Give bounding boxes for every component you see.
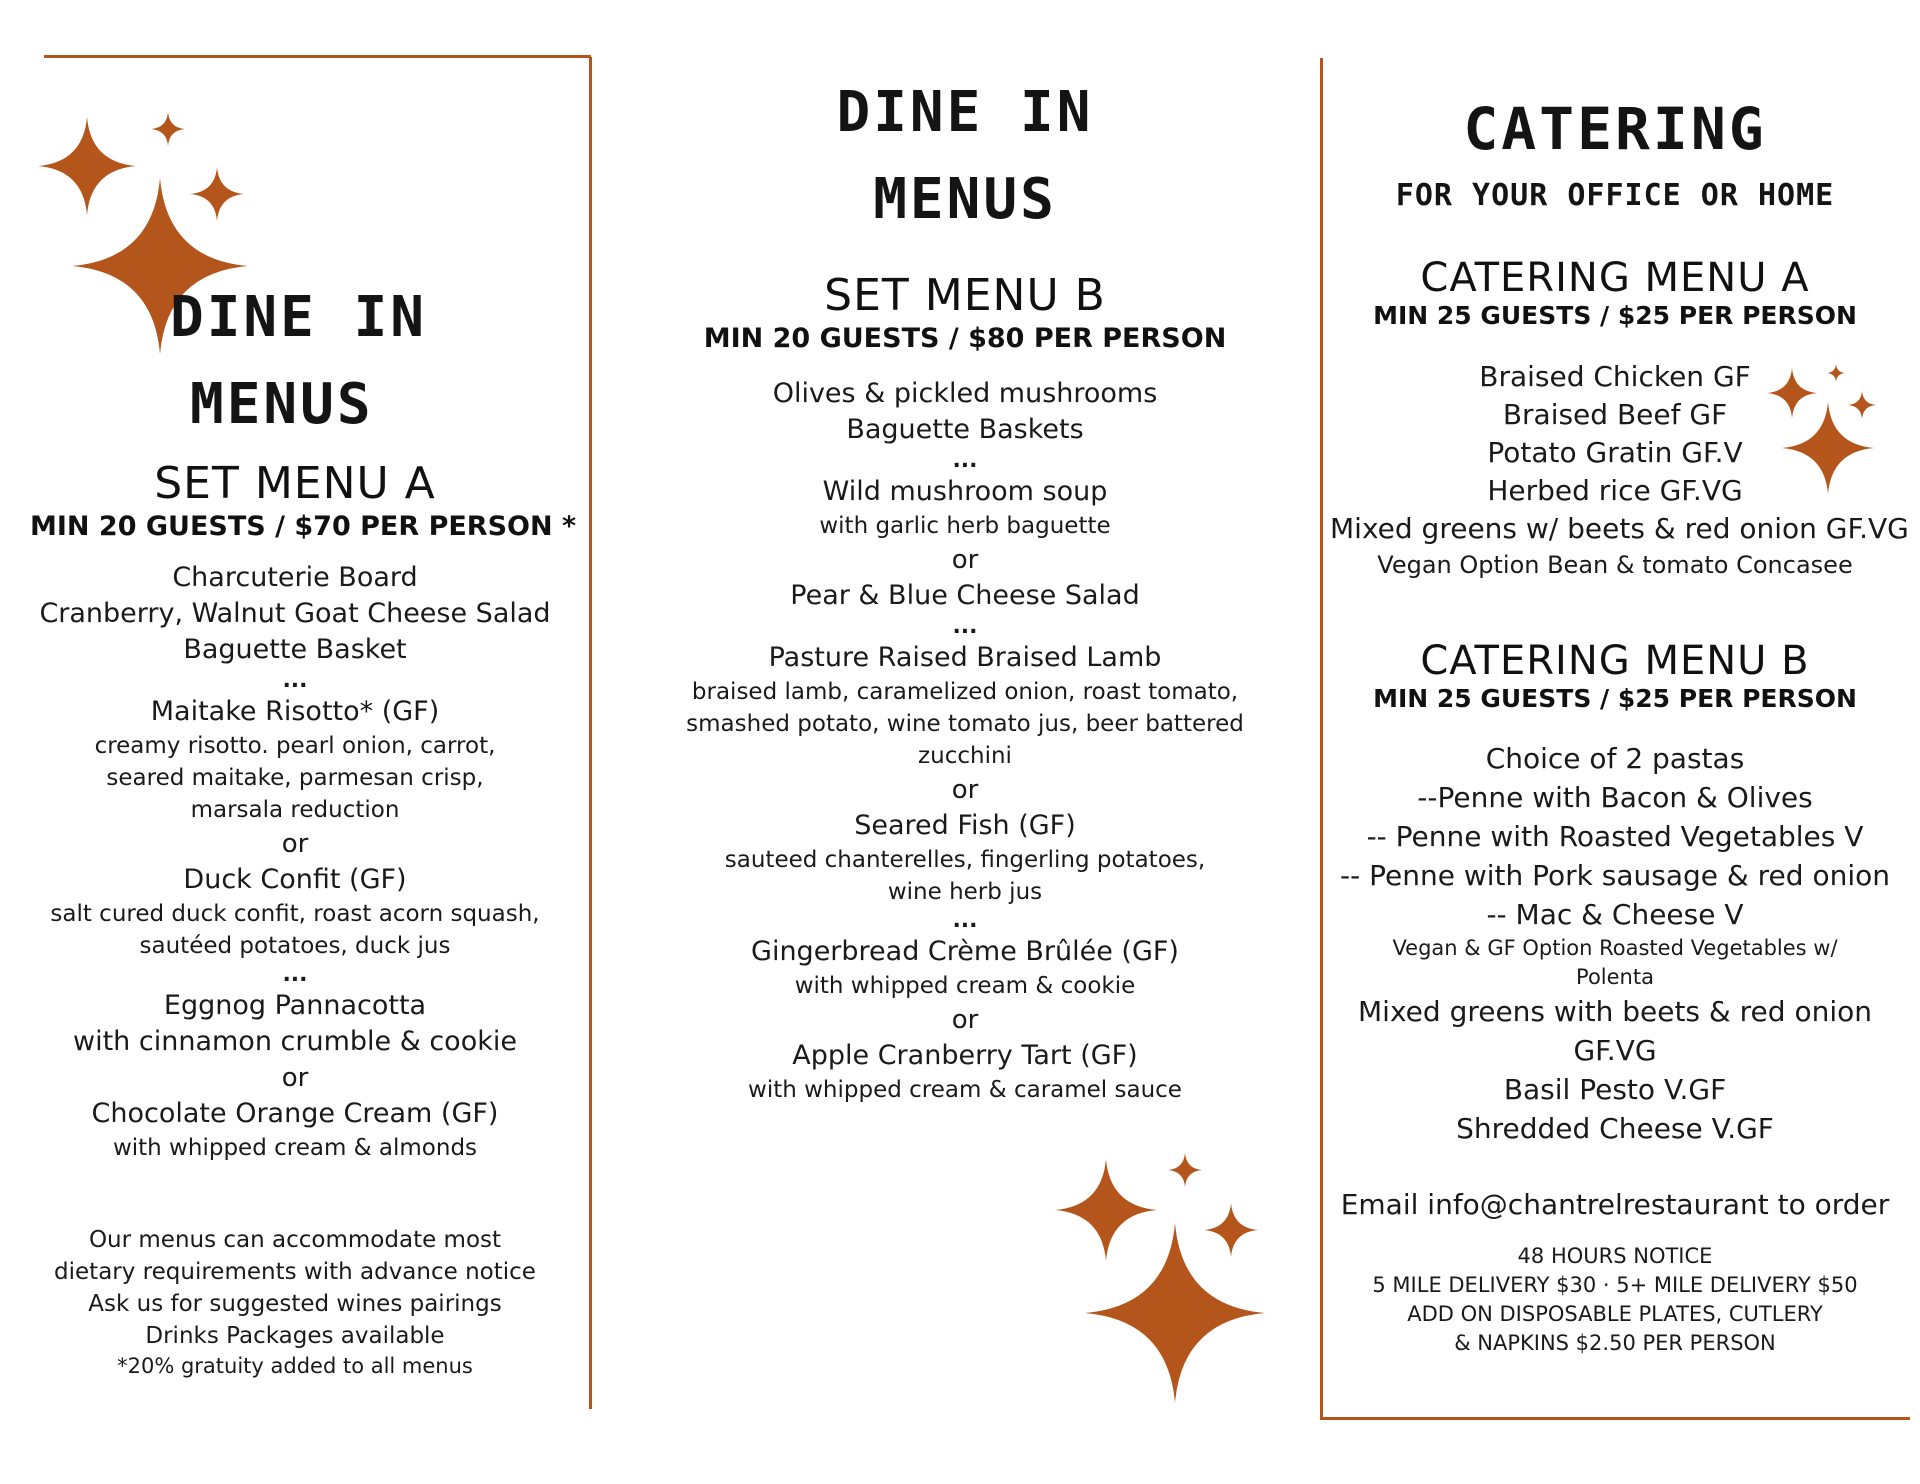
item-description: seared maitake, parmesan crisp, <box>106 765 484 791</box>
menu-item: Chocolate Orange Cream (GF) <box>91 1098 499 1129</box>
vegan-option: Vegan & GF Option Roasted Vegetables w/ <box>1392 936 1838 960</box>
menu-item: Mixed greens with beets & red onion <box>1358 995 1872 1028</box>
vegan-option: Vegan Option Bean & tomato Concasee <box>1377 551 1853 579</box>
menu-item: Maitake Risotto* (GF) <box>150 696 440 727</box>
menu-item: Duck Confit (GF) <box>183 864 407 895</box>
item-description: with whipped cream & cookie <box>794 973 1136 999</box>
course-separator: ... <box>952 614 978 639</box>
menu-item: Braised Chicken GF <box>1479 360 1751 393</box>
menu-item: -- Penne with Pork sausage & red onion <box>1340 859 1890 892</box>
menu-item: Seared Fish (GF) <box>854 810 1076 841</box>
notice-footer: 48 HOURS NOTICE <box>1517 1244 1713 1268</box>
item-description: with whipped cream & almonds <box>112 1135 478 1161</box>
menu-item: -- Penne with Roasted Vegetables V <box>1366 820 1864 853</box>
set-menu-b-title: SET MENU B <box>824 270 1106 321</box>
course-separator: ... <box>282 668 308 693</box>
or-divider: or <box>281 1063 309 1093</box>
course-separator: ... <box>952 448 978 473</box>
set-menu-b-subtitle: MIN 20 GUESTS / $80 PER PERSON <box>703 323 1227 354</box>
sparkle-icon <box>1085 1219 1265 1407</box>
menu-item: -- Mac & Cheese V <box>1486 898 1744 931</box>
middle-heading-line1: DINE IN <box>836 80 1094 145</box>
item-description: marsala reduction <box>190 797 400 823</box>
item-description: salt cured duck confit, roast acorn squash, <box>50 901 540 927</box>
menu-item: Braised Beef GF <box>1502 398 1728 431</box>
menu-item: Basil Pesto V.GF <box>1503 1073 1727 1106</box>
menu-item: Pasture Raised Braised Lamb <box>768 642 1162 673</box>
item-description: zucchini <box>918 743 1012 769</box>
catering-tagline: FOR YOUR OFFICE OR HOME <box>1395 178 1835 213</box>
wine-note: Ask us for suggested wines pairings <box>88 1291 502 1317</box>
catering-heading: CATERING <box>1463 95 1767 163</box>
menu-item: Charcuterie Board <box>172 562 418 593</box>
menu-item: Choice of 2 pastas <box>1485 742 1745 775</box>
sparkle-icon <box>1168 1153 1202 1187</box>
menu-item: Pear & Blue Cheese Salad <box>790 580 1140 611</box>
delivery-footer: 5 MILE DELIVERY $30 · 5+ MILE DELIVERY $50 <box>1372 1273 1858 1297</box>
menu-item: Apple Cranberry Tart (GF) <box>792 1040 1138 1071</box>
napkins-footer: & NAPKINS $2.50 PER PERSON <box>1454 1331 1776 1355</box>
menu-item: Baguette Basket <box>183 634 407 665</box>
item-description: smashed potato, wine tomato jus, beer battered <box>686 711 1244 737</box>
right-panel-left-rule <box>1320 58 1323 1420</box>
plates-footer: ADD ON DISPOSABLE PLATES, CUTLERY <box>1407 1302 1823 1326</box>
set-menu-a-subtitle: MIN 20 GUESTS / $70 PER PERSON * <box>30 511 577 542</box>
menu-item: GF.VG <box>1573 1034 1657 1067</box>
item-description: with cinnamon crumble & cookie <box>73 1026 517 1057</box>
item-description: sautéed potatoes, duck jus <box>139 933 451 959</box>
menu-item: Wild mushroom soup <box>822 476 1108 507</box>
or-divider: or <box>951 1005 979 1035</box>
left-heading-line1: DINE IN <box>170 285 428 350</box>
item-description: sauteed chanterelles, fingerling potatoes, <box>724 847 1206 873</box>
set-menu-a-title: SET MENU A <box>154 458 436 509</box>
or-divider: or <box>281 829 309 859</box>
left-panel-right-rule <box>589 57 592 1409</box>
left-panel-top-rule <box>44 55 591 58</box>
or-divider: or <box>951 545 979 575</box>
gratuity-note: *20% gratuity added to all menus <box>117 1354 473 1378</box>
middle-heading-line2: MENUS <box>873 167 1057 232</box>
menu-item: Cranberry, Walnut Goat Cheese Salad <box>39 598 551 629</box>
menu-item: Gingerbread Crème Brûlée (GF) <box>751 936 1179 967</box>
order-email: Email info@chantrelrestaurant to order <box>1340 1188 1890 1221</box>
menu-item: Eggnog Pannacotta <box>163 990 427 1021</box>
catering-menu-a-subtitle: MIN 25 GUESTS / $25 PER PERSON <box>1373 301 1857 330</box>
catering-menu-b-title: CATERING MENU B <box>1420 638 1810 684</box>
menu-item: Mixed greens w/ beets & red onion GF.VG <box>1330 512 1909 545</box>
catering-menu-b-subtitle: MIN 25 GUESTS / $25 PER PERSON <box>1373 684 1857 713</box>
menu-item: Baguette Baskets <box>846 414 1084 445</box>
sparkle-icon <box>151 112 185 146</box>
menu-item: --Penne with Bacon & Olives <box>1417 781 1813 814</box>
menu-item: Herbed rice GF.VG <box>1487 474 1743 507</box>
item-description: with garlic herb baguette <box>819 513 1111 539</box>
catering-menu-a-title: CATERING MENU A <box>1420 255 1810 301</box>
left-heading-line2: MENUS <box>190 372 374 437</box>
course-separator: ... <box>282 962 308 987</box>
dietary-note: Our menus can accommodate most <box>88 1227 502 1253</box>
item-description: wine herb jus <box>887 879 1043 905</box>
vegan-option: Polenta <box>1576 965 1654 989</box>
course-separator: ... <box>952 908 978 933</box>
drinks-note: Drinks Packages available <box>145 1323 445 1349</box>
dietary-note: dietary requirements with advance notice <box>54 1259 536 1285</box>
menu-item: Olives & pickled mushrooms <box>772 378 1158 409</box>
item-description: creamy risotto. pearl onion, carrot, <box>94 733 496 759</box>
item-description: with whipped cream & caramel sauce <box>748 1077 1182 1103</box>
or-divider: or <box>951 775 979 805</box>
right-panel-bottom-rule <box>1322 1417 1910 1420</box>
menu-item: Shredded Cheese V.GF <box>1456 1112 1774 1145</box>
menu-item: Potato Gratin GF.V <box>1487 436 1743 469</box>
item-description: braised lamb, caramelized onion, roast tomato, <box>691 679 1239 705</box>
